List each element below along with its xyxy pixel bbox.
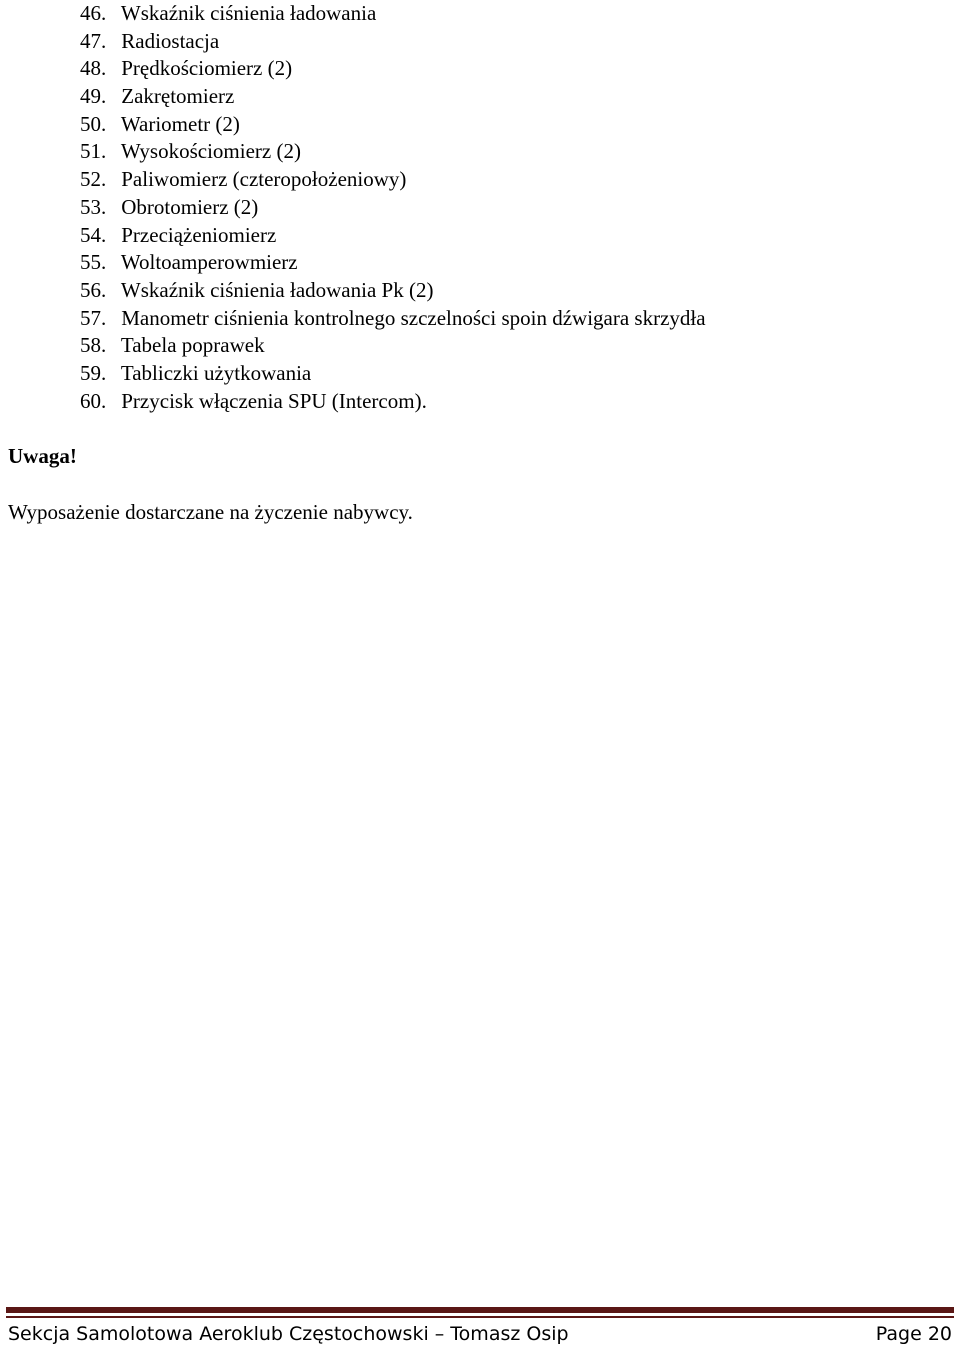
- list-item-text: Tabliczki użytkowania: [120, 360, 312, 385]
- list-item: [80, 55, 706, 83]
- list-item-number: 56.: [80, 277, 107, 302]
- list-item: [80, 0, 706, 28]
- list-item-text: Wysokościomierz (2): [120, 139, 301, 164]
- page-number: Page 20: [875, 1323, 952, 1345]
- footer-rule-thick: [6, 1307, 954, 1313]
- list-item-number: 55.: [80, 250, 107, 275]
- list-item-text: Prędkościomierz (2): [121, 56, 293, 81]
- list-item-text: Wskaźnik ciśnienia ładowania: [120, 1, 377, 25]
- list-item-number: 60.: [80, 388, 107, 413]
- list-item-number: 54.: [80, 222, 107, 247]
- list-item: [80, 166, 706, 194]
- list-item-number: 52.: [80, 167, 107, 192]
- list-item: [80, 360, 706, 388]
- list-item: [80, 138, 706, 166]
- equipment-list: [80, 0, 706, 415]
- list-item-text: Wskaźnik ciśnienia ładowania Pk (2): [120, 277, 434, 302]
- list-item-text: Woltoamperowmierz: [120, 250, 298, 275]
- list-item-number: 49.: [80, 84, 107, 109]
- list-item: [80, 277, 706, 305]
- list-item-text: Tabela poprawek: [120, 333, 265, 358]
- list-item-number: 59.: [80, 360, 107, 385]
- note-text: Wyposażenie dostarczane na życzenie nabywcy.: [8, 500, 413, 524]
- list-item: [80, 111, 706, 139]
- list-item-number: 53.: [80, 194, 107, 219]
- list-item: [80, 83, 706, 111]
- list-item: [80, 222, 706, 250]
- footer-rule-thin: [6, 1316, 954, 1318]
- list-item-number: 46.: [80, 1, 107, 25]
- list-item-number: 51.: [80, 139, 107, 164]
- list-item: [80, 194, 706, 222]
- list-item-text: Przycisk włączenia SPU (Intercom).: [121, 388, 427, 413]
- list-item-number: 57.: [80, 305, 107, 330]
- list-item-number: 47.: [80, 28, 107, 53]
- list-item: [80, 249, 706, 277]
- list-item: [80, 332, 706, 360]
- list-item: [80, 305, 706, 333]
- list-item-text: Obrotomierz (2): [121, 194, 259, 219]
- list-item-text: Paliwomierz (czteropołożeniowy): [121, 167, 407, 192]
- list-item: [80, 388, 706, 416]
- list-item-text: Manometr ciśnienia kontrolnego szczelności spoin dźwigara skrzydła: [121, 305, 706, 330]
- list-item-text: Wariometr (2): [120, 111, 240, 136]
- list-item-number: 50.: [80, 111, 107, 136]
- list-item-text: Przeciążeniomierz: [121, 222, 277, 247]
- note-heading: Uwaga!: [8, 444, 77, 468]
- footer-author: Sekcja Samolotowa Aeroklub Częstochowski – Tomasz Osip: [8, 1323, 569, 1345]
- list-item-number: 58.: [80, 333, 107, 358]
- list-item: [80, 28, 706, 56]
- list-item-text: Zakrętomierz: [121, 84, 235, 109]
- list-item-text: Radiostacja: [121, 28, 220, 53]
- list-item-number: 48.: [80, 56, 107, 81]
